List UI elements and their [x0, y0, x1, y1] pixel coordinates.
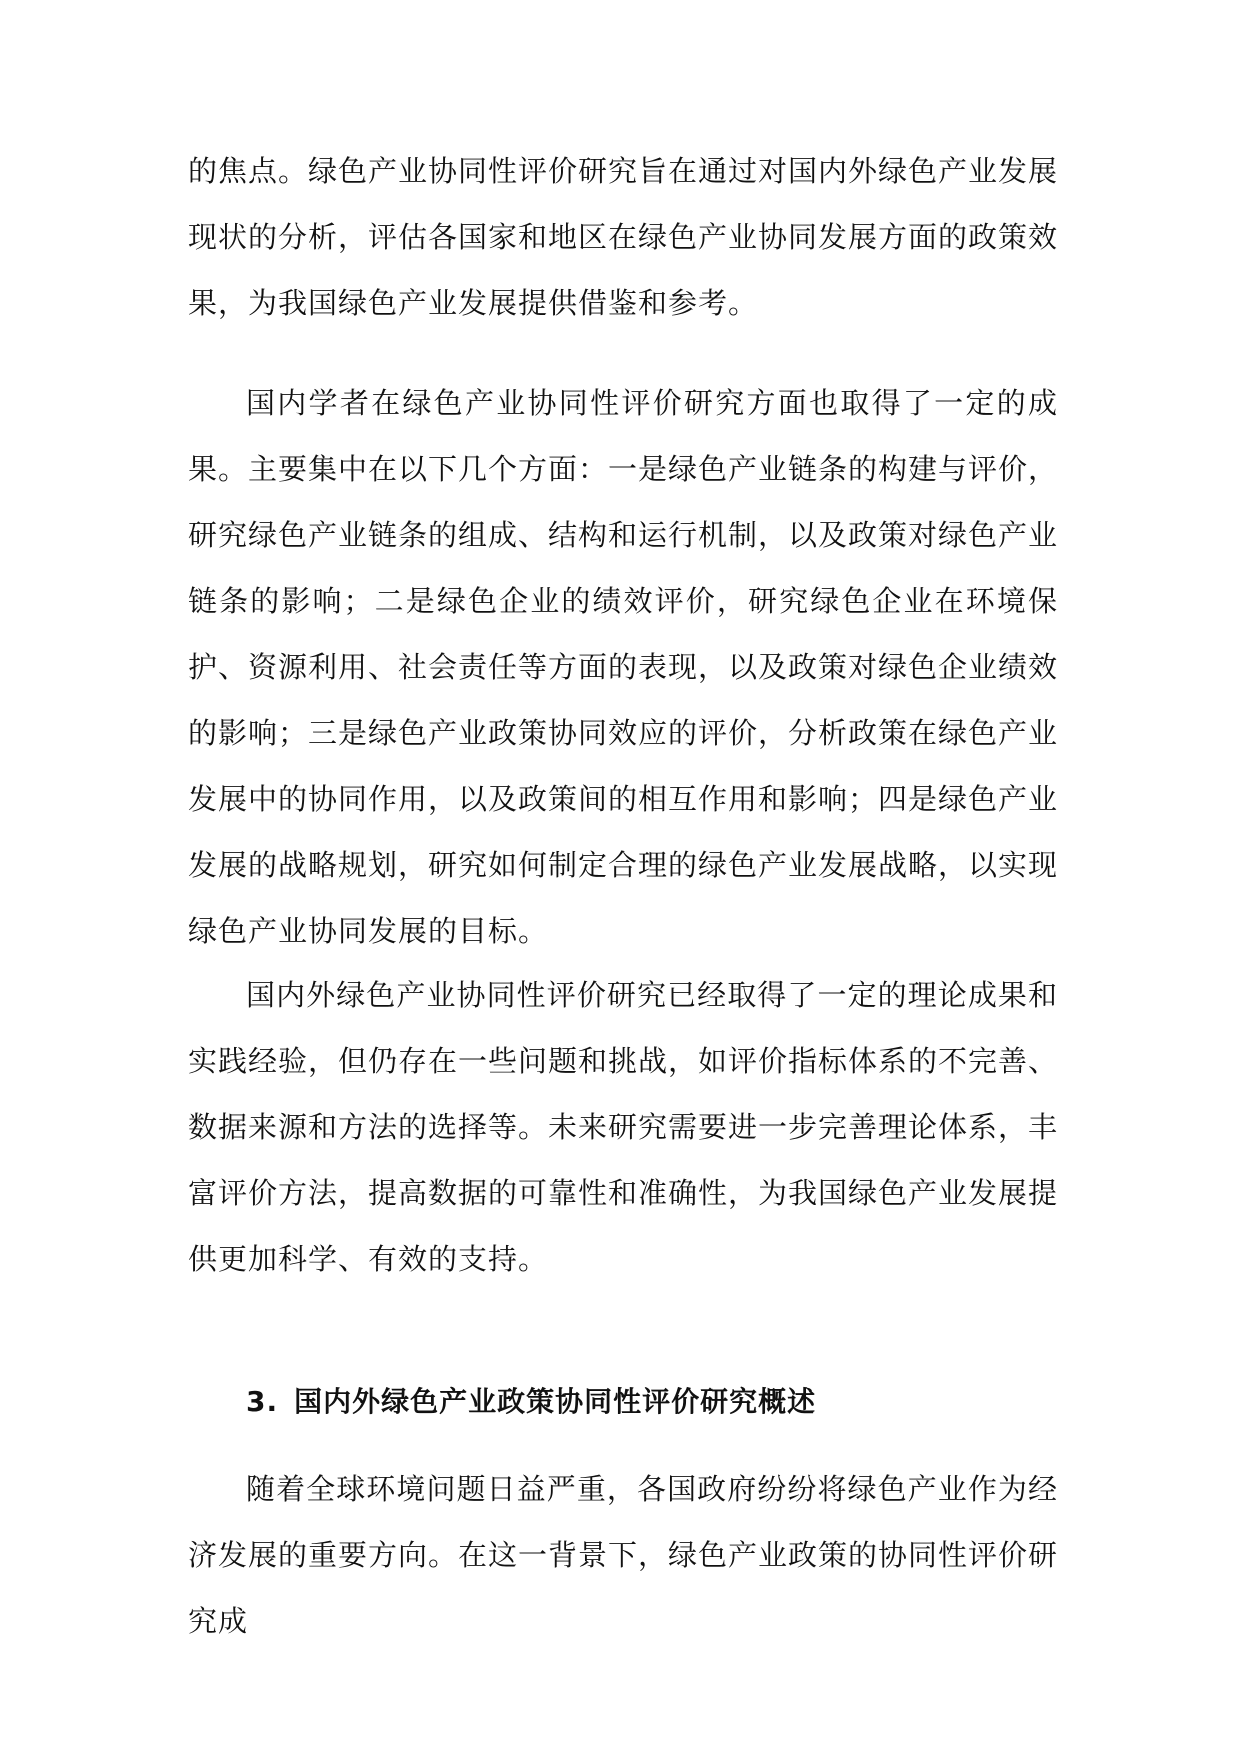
- section-heading: [246, 1372, 816, 1432]
- paragraph-summary: 国内外绿色产业协同性评价研究已经取得了一定的理论成果和实践经验，但仍存在一些问题和挑战，如评价指标体系的不完善、数据来源和方法的选择等。未来研究需要进一步完善理论体系，丰富评价方法，提高数据的可靠性和准确性，为我国绿色产业发展提供更加科学、有效的支持。: [188, 978, 1059, 1276]
- section-title: 国内外绿色产业政策协同性评价研究概述: [294, 1385, 817, 1418]
- paragraph-domestic-research: 国内学者在绿色产业协同性评价研究方面也取得了一定的成果。主要集中在以下几个方面：一是绿色产业链条的构建与评价，研究绿色产业链条的组成、结构和运行机制，以及政策对绿色产业链条的影响；二是绿色企业的绩效评价，研究绿色企业在环境保护、资源利用、社会责任等方面的表现，以及政策对绿色企业绩效的影响；三是绿色产业政策协同效应的评价，分析政策在绿色产业发展中的协同作用，以及政策间的相互作用和影响；四是绿色产业发展的战略规划，研究如何制定合理的绿色产业发展战略，以实现绿色产业协同发展的目标。: [188, 386, 1059, 948]
- section-number: 3.: [246, 1385, 279, 1418]
- paragraph-continuation: 的焦点。绿色产业协同性评价研究旨在通过对国内外绿色产业发展现状的分析，评估各国家和地区在绿色产业协同发展方面的政策效果，为我国绿色产业发展提供借鉴和参考。: [188, 154, 1059, 320]
- paragraph-section-intro: 随着全球环境问题日益严重，各国政府纷纷将绿色产业作为经济发展的重要方向。在这一背景下，绿色产业政策的协同性评价研究成: [188, 1472, 1059, 1638]
